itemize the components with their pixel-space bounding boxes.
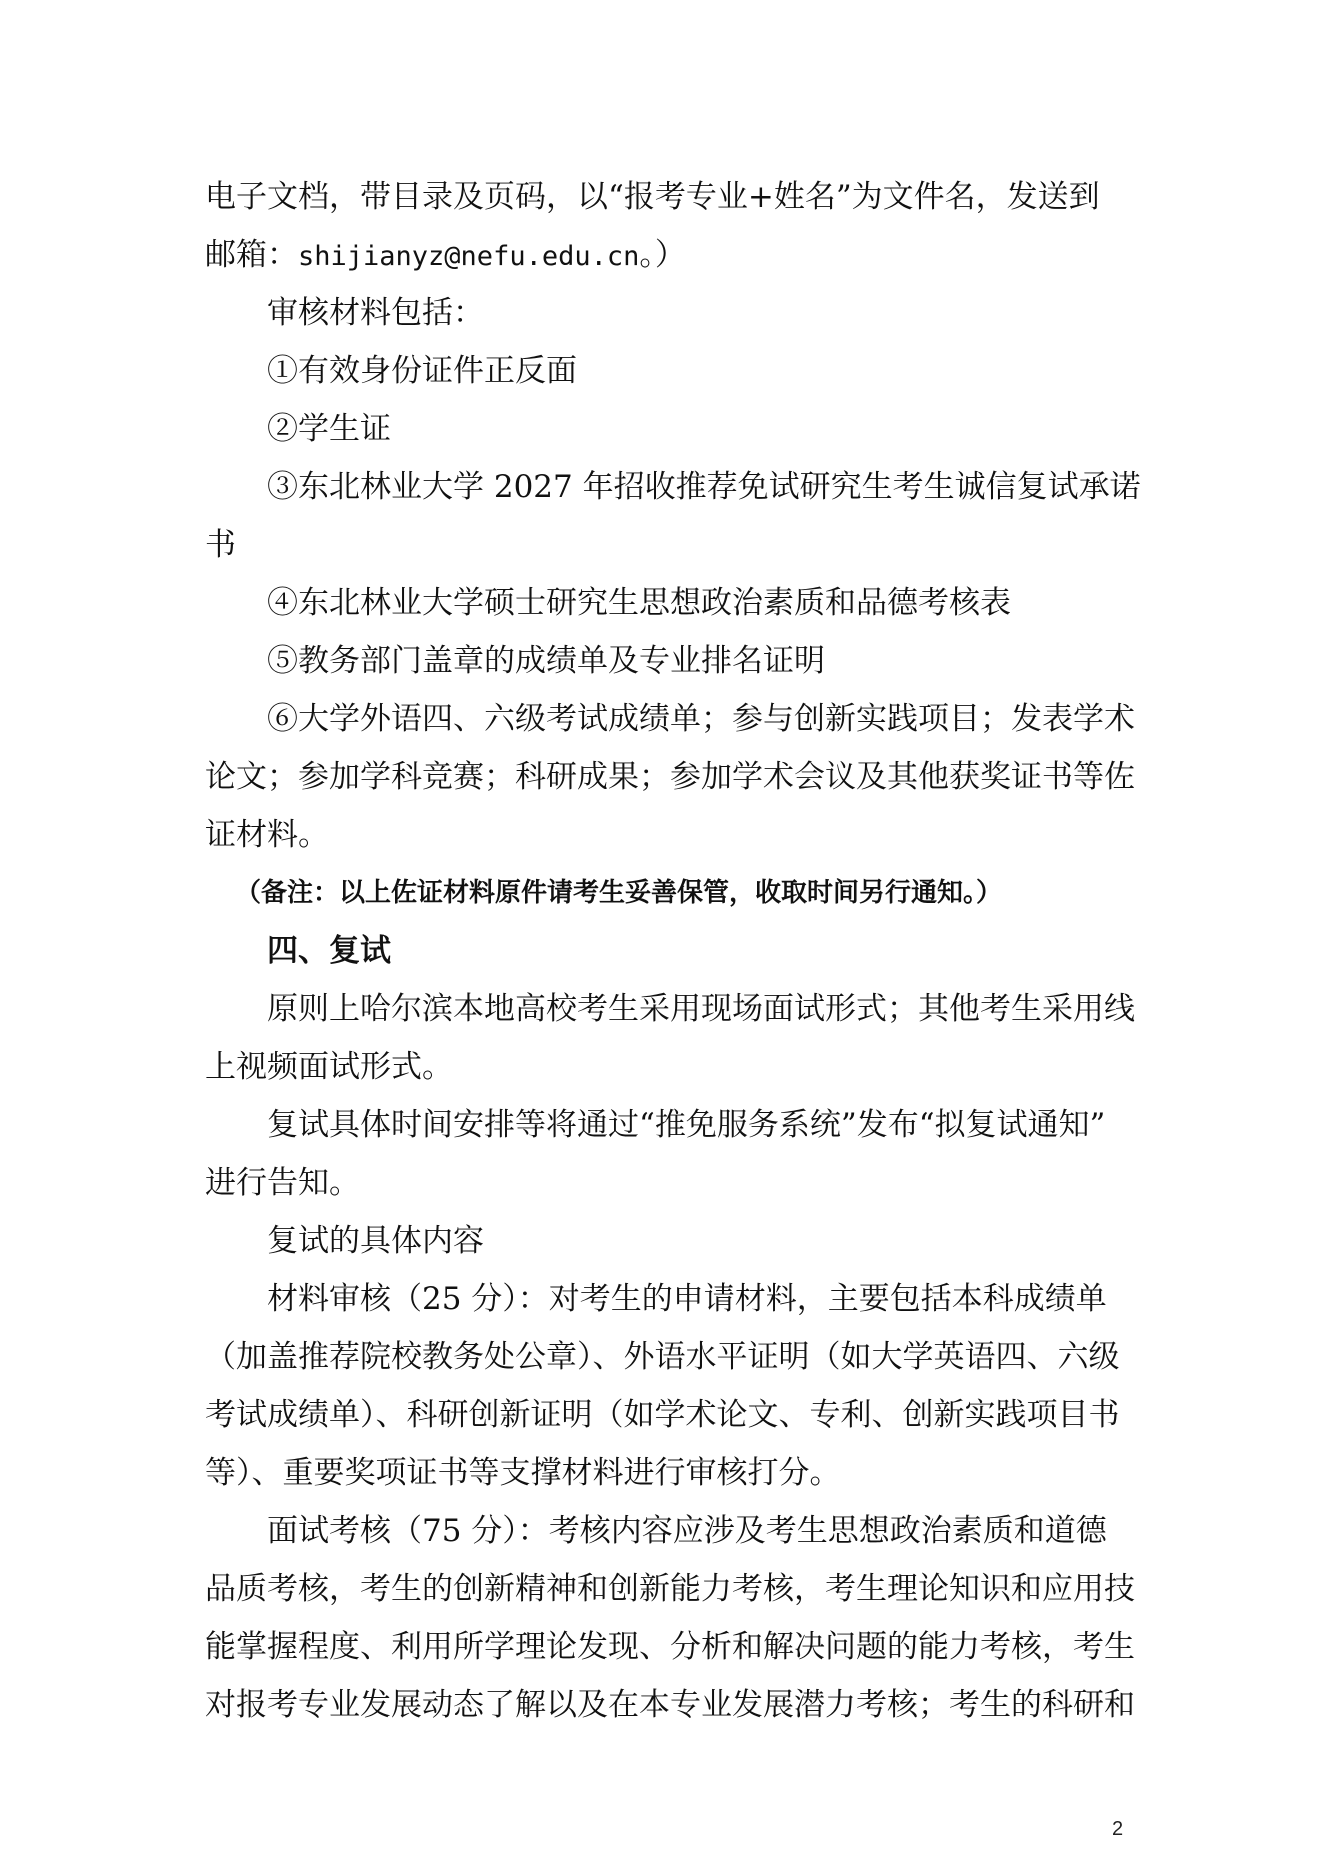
material-item-3-cont: 书	[205, 527, 236, 563]
document-body	[205, 168, 1141, 1734]
materials-note: （备注：以上佐证材料原件请考生妥善保管，收取时间另行通知。）	[235, 878, 1003, 908]
paragraph-line: 面试考核（75 分）：考核内容应涉及考生思想政治素质和道德	[267, 1513, 1107, 1549]
email-suffix: 。）	[639, 237, 686, 273]
paragraph-line: 考试成绩单）、科研创新证明（如学术论文、专利、创新实践项目书	[205, 1397, 1120, 1433]
material-item-4: ④东北林业大学硕士研究生思想政治素质和品德考核表	[267, 585, 1011, 621]
paragraph-line: 品质考核，考生的创新精神和创新能力考核，考生理论知识和应用技	[205, 1571, 1135, 1607]
paragraph-line: 能掌握程度、利用所学理论发现、分析和解决问题的能力考核，考生	[205, 1629, 1135, 1665]
paragraph-line: 电子文档，带目录及页码，以“报考专业+姓名”为文件名，发送到	[205, 179, 1100, 215]
material-item-6-cont: 证材料。	[205, 817, 329, 853]
page-number: 2	[1112, 1818, 1124, 1840]
paragraph-line: 原则上哈尔滨本地高校考生采用现场面试形式；其他考生采用线	[267, 991, 1135, 1027]
email-address: shijianyz@nefu.edu.cn	[298, 241, 640, 272]
paragraph-line: 等）、重要奖项证书等支撑材料进行审核打分。	[205, 1455, 841, 1491]
paragraph-line: 对报考专业发展动态了解以及在本专业发展潜力考核；考生的科研和	[205, 1687, 1135, 1723]
material-item-3: ③东北林业大学 2027 年招收推荐免试研究生考生诚信复试承诺	[267, 469, 1141, 505]
paragraph-line: 复试具体时间安排等将通过“推免服务系统”发布“拟复试通知”	[267, 1107, 1106, 1143]
material-item-5: ⑤教务部门盖章的成绩单及专业排名证明	[267, 643, 825, 679]
paragraph-line: 上视频面试形式。	[205, 1049, 453, 1085]
paragraph-line: （加盖推荐院校教务处公章）、外语水平证明（如大学英语四、六级	[205, 1339, 1120, 1375]
material-item-2: ②学生证	[267, 411, 391, 447]
material-item-1: ①有效身份证件正反面	[267, 353, 577, 389]
email-prefix: 邮箱：	[205, 237, 298, 273]
paragraph-line: 进行告知。	[205, 1165, 360, 1201]
material-item-6-cont: 论文；参加学科竞赛；科研成果；参加学术会议及其他获奖证书等佐	[205, 759, 1135, 795]
section-heading: 四、复试	[267, 933, 391, 969]
material-item-6: ⑥大学外语四、六级考试成绩单；参与创新实践项目；发表学术	[267, 701, 1135, 737]
materials-intro: 审核材料包括：	[267, 295, 484, 331]
paragraph-line: 材料审核（25 分）：对考生的申请材料，主要包括本科成绩单	[267, 1281, 1107, 1317]
paragraph-line: 复试的具体内容	[267, 1223, 484, 1259]
email-line	[205, 226, 1125, 284]
